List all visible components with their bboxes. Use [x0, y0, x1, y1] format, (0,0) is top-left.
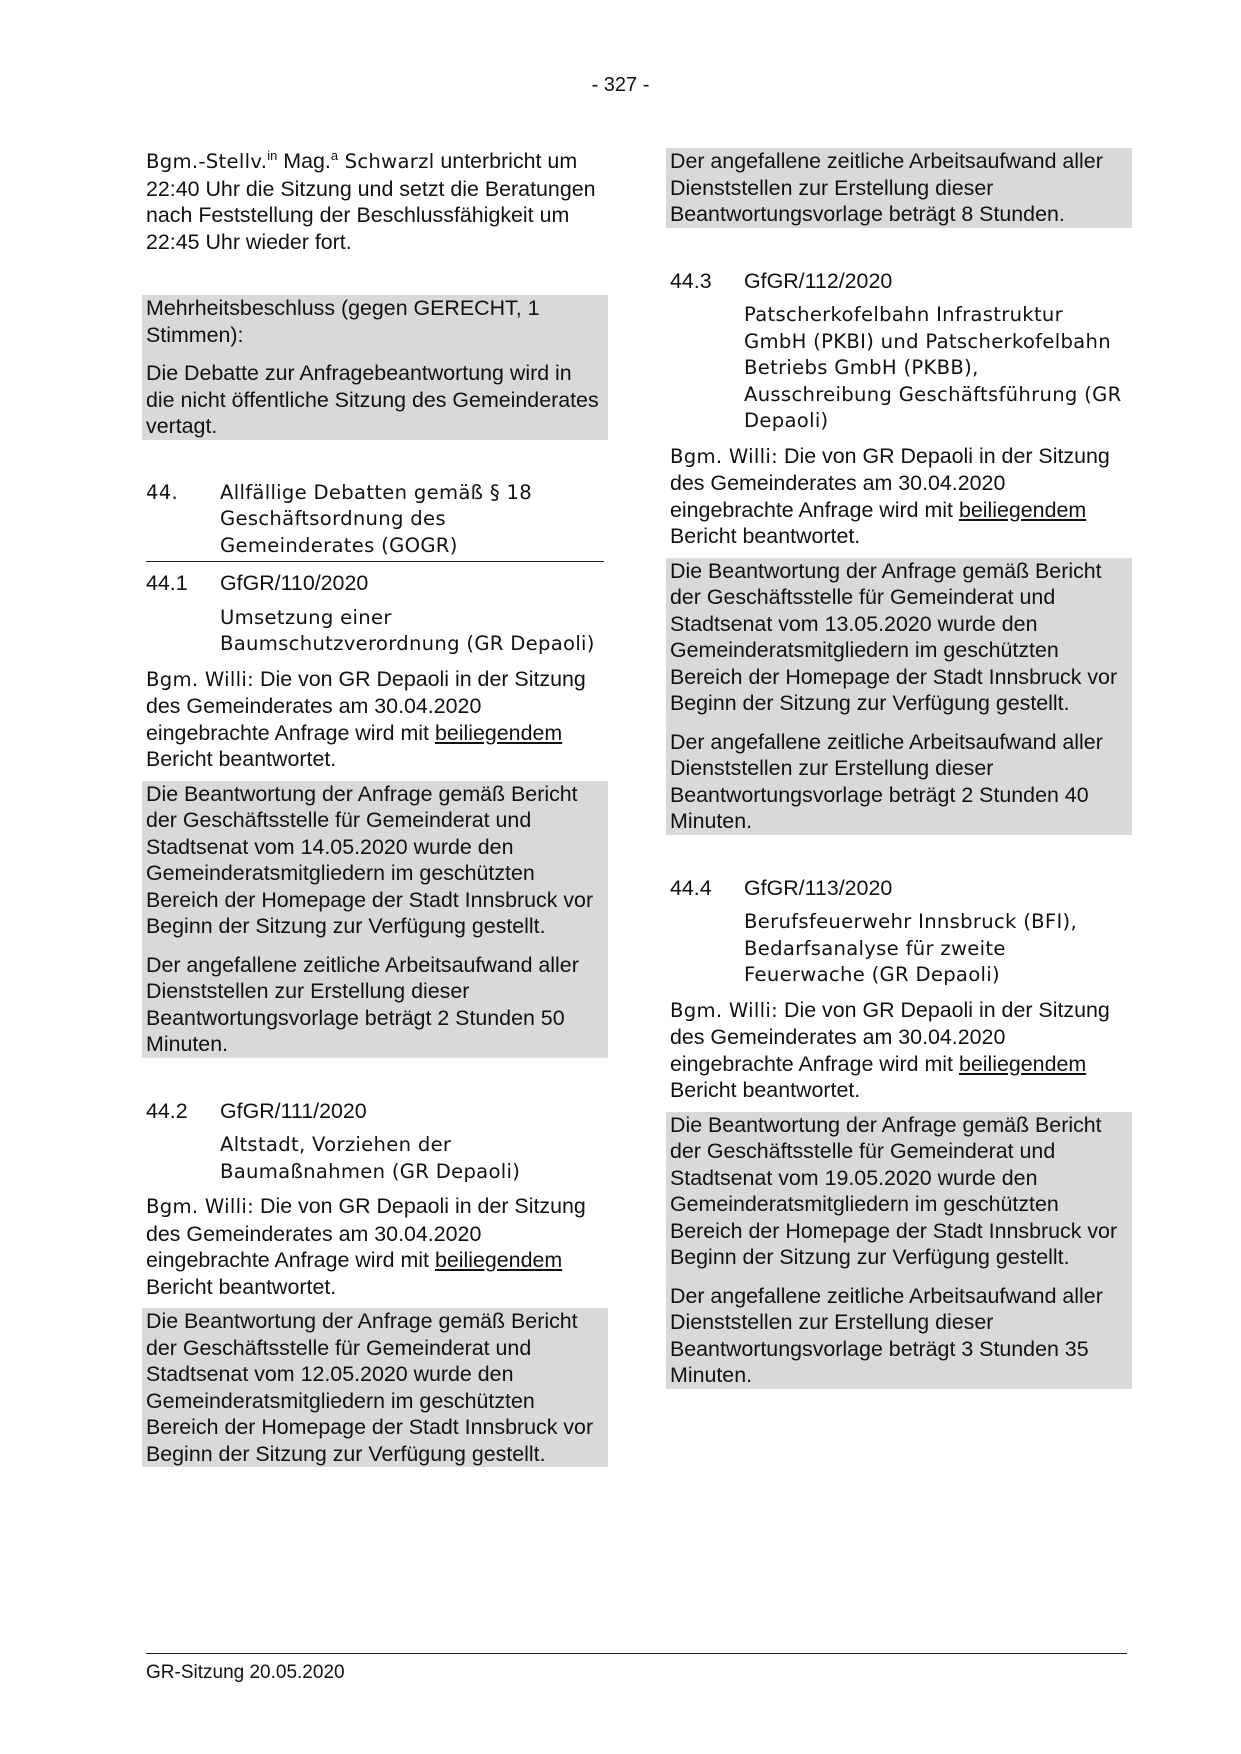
- item-heading: 44.1 GfGR/110/2020: [146, 571, 369, 595]
- effort-text: Der angefallene zeitliche Arbeitsaufwand aller Dienststellen zur Erstellung dieser Beantwortungsvorlage beträgt 2 Stunden 40 Minuten.: [670, 729, 1103, 833]
- intro-paragraph: Bgm.-Stellv.$^{in}$ Mag.$^a$ Schwarzl unterbricht um 22:40 Uhr die Sitzung und setzt die Beratungen nach Feststellung der Beschlussfähigkeit um 22:45 Uhr wieder fort.: [146, 147, 596, 254]
- attachment-link[interactable]: beiliegendem: [434, 1248, 563, 1272]
- answer-text: Die Beantwortung der Anfrage gemäß Bericht der Geschäftsstelle für Gemeinderat und Stadtsenat vom 13.05.2020 wurde den Gemeinderatsmitgliedern im geschützten Bereich der Homepage der Stadt Innsbruck vor Beginn der Sitzung zur Verfügung gestellt.: [670, 558, 1118, 715]
- item-subject: Altstadt, Vorziehen der Baumaßnahmen (GR Depaoli): [220, 1133, 521, 1183]
- attachment-link[interactable]: beiliegendem: [958, 497, 1087, 522]
- answer-box: [142, 1308, 608, 1467]
- item-statement: Bgm. Willi: Die von GR Depaoli in der Sitzung des Gemeinderates am 30.04.2020 eingebrachte Anfrage wird mit beiliegendem Bericht beantwortet.: [146, 1194, 586, 1299]
- effort-text: Der angefallene zeitliche Arbeitsaufwand aller Dienststellen zur Erstellung dieser Beantwortungsvorlage beträgt 8 Stunden.: [670, 149, 1103, 226]
- effort-text: Der angefallene zeitliche Arbeitsaufwand aller Dienststellen zur Erstellung dieser Beantwortungsvorlage beträgt 2 Stunden 50 Minuten.: [146, 952, 579, 1056]
- resolution-box: [142, 295, 608, 440]
- attachment-link[interactable]: beiliegendem: [958, 1051, 1087, 1076]
- item-subject: Patscherkofelbahn Infrastruktur GmbH (PKBI) und Patscherkofelbahn Betriebs GmbH (PKBB), Ausschreibung Geschäftsführung (GR Depaoli): [744, 303, 1122, 432]
- answer-box: [142, 781, 608, 1058]
- item-statement: Bgm. Willi: Die von GR Depaoli in der Sitzung des Gemeinderates am 30.04.2020 eingebrachte Anfrage wird mit beiliegendem Bericht beantwortet.: [146, 666, 586, 771]
- answer-box: [666, 558, 1132, 835]
- right-column: [670, 148, 1128, 1389]
- item-statement: Bgm. Willi: Die von GR Depaoli in der Sitzung des Gemeinderates am 30.04.2020 eingebrachte Anfrage wird mit beiliegendem Bericht beantwortet.: [670, 997, 1110, 1102]
- item-subject: Umsetzung einer Baumschutzverordnung (GR Depaoli): [220, 605, 595, 655]
- left-column: [146, 148, 604, 1467]
- item-statement: Bgm. Willi: Die von GR Depaoli in der Sitzung des Gemeinderates am 30.04.2020 eingebrachte Anfrage wird mit beiliegendem Bericht beantwortet.: [670, 443, 1110, 548]
- section-heading: 44. Allfällige Debatten gemäß § 18 Geschäftsordnung des Gemeinderates (GOGR): [146, 480, 604, 563]
- resolution-title: Mehrheitsbeschluss (gegen GERECHT, 1 Stimmen):: [146, 296, 540, 347]
- effort-box: [666, 148, 1132, 228]
- resolution-text: Die Debatte zur Anfragebeantwortung wird in die nicht öffentliche Sitzung des Gemeinderates vertagt.: [146, 361, 599, 438]
- item-heading: 44.2 GfGR/111/2020: [146, 1098, 367, 1123]
- footer-divider: [146, 1653, 1127, 1654]
- effort-text: Der angefallene zeitliche Arbeitsaufwand aller Dienststellen zur Erstellung dieser Beantwortungsvorlage beträgt 3 Stunden 35 Minuten.: [670, 1283, 1103, 1387]
- answer-text: Die Beantwortung der Anfrage gemäß Bericht der Geschäftsstelle für Gemeinderat und Stadtsenat vom 19.05.2020 wurde den Gemeinderatsmitgliedern im geschützten Bereich der Homepage der Stadt Innsbruck vor Beginn der Sitzung zur Verfügung gestellt.: [670, 1112, 1118, 1269]
- page-number: - 327 -: [591, 74, 650, 96]
- answer-text: Die Beantwortung der Anfrage gemäß Bericht der Geschäftsstelle für Gemeinderat und Stadtsenat vom 14.05.2020 wurde den Gemeinderatsmitgliedern im geschützten Bereich der Homepage der Stadt Innsbruck vor Beginn der Sitzung zur Verfügung gestellt.: [146, 781, 594, 938]
- item-subject: Berufsfeuerwehr Innsbruck (BFI), Bedarfsanalyse für zweite Feuerwache (GR Depaoli): [744, 910, 1078, 986]
- item-heading: 44.3 GfGR/112/2020: [670, 268, 893, 293]
- attachment-link[interactable]: beiliegendem: [434, 720, 563, 745]
- item-heading: 44.4 GfGR/113/2020: [670, 875, 893, 900]
- answer-text: Die Beantwortung der Anfrage gemäß Bericht der Geschäftsstelle für Gemeinderat und Stadtsenat vom 12.05.2020 wurde den Gemeinderatsmitgliedern im geschützten Bereich der Homepage der Stadt Innsbruck vor Beginn der Sitzung zur Verfügung gestellt.: [146, 1309, 594, 1466]
- answer-box: [666, 1112, 1132, 1389]
- page-footer: GR-Sitzung 20.05.2020: [146, 1662, 345, 1683]
